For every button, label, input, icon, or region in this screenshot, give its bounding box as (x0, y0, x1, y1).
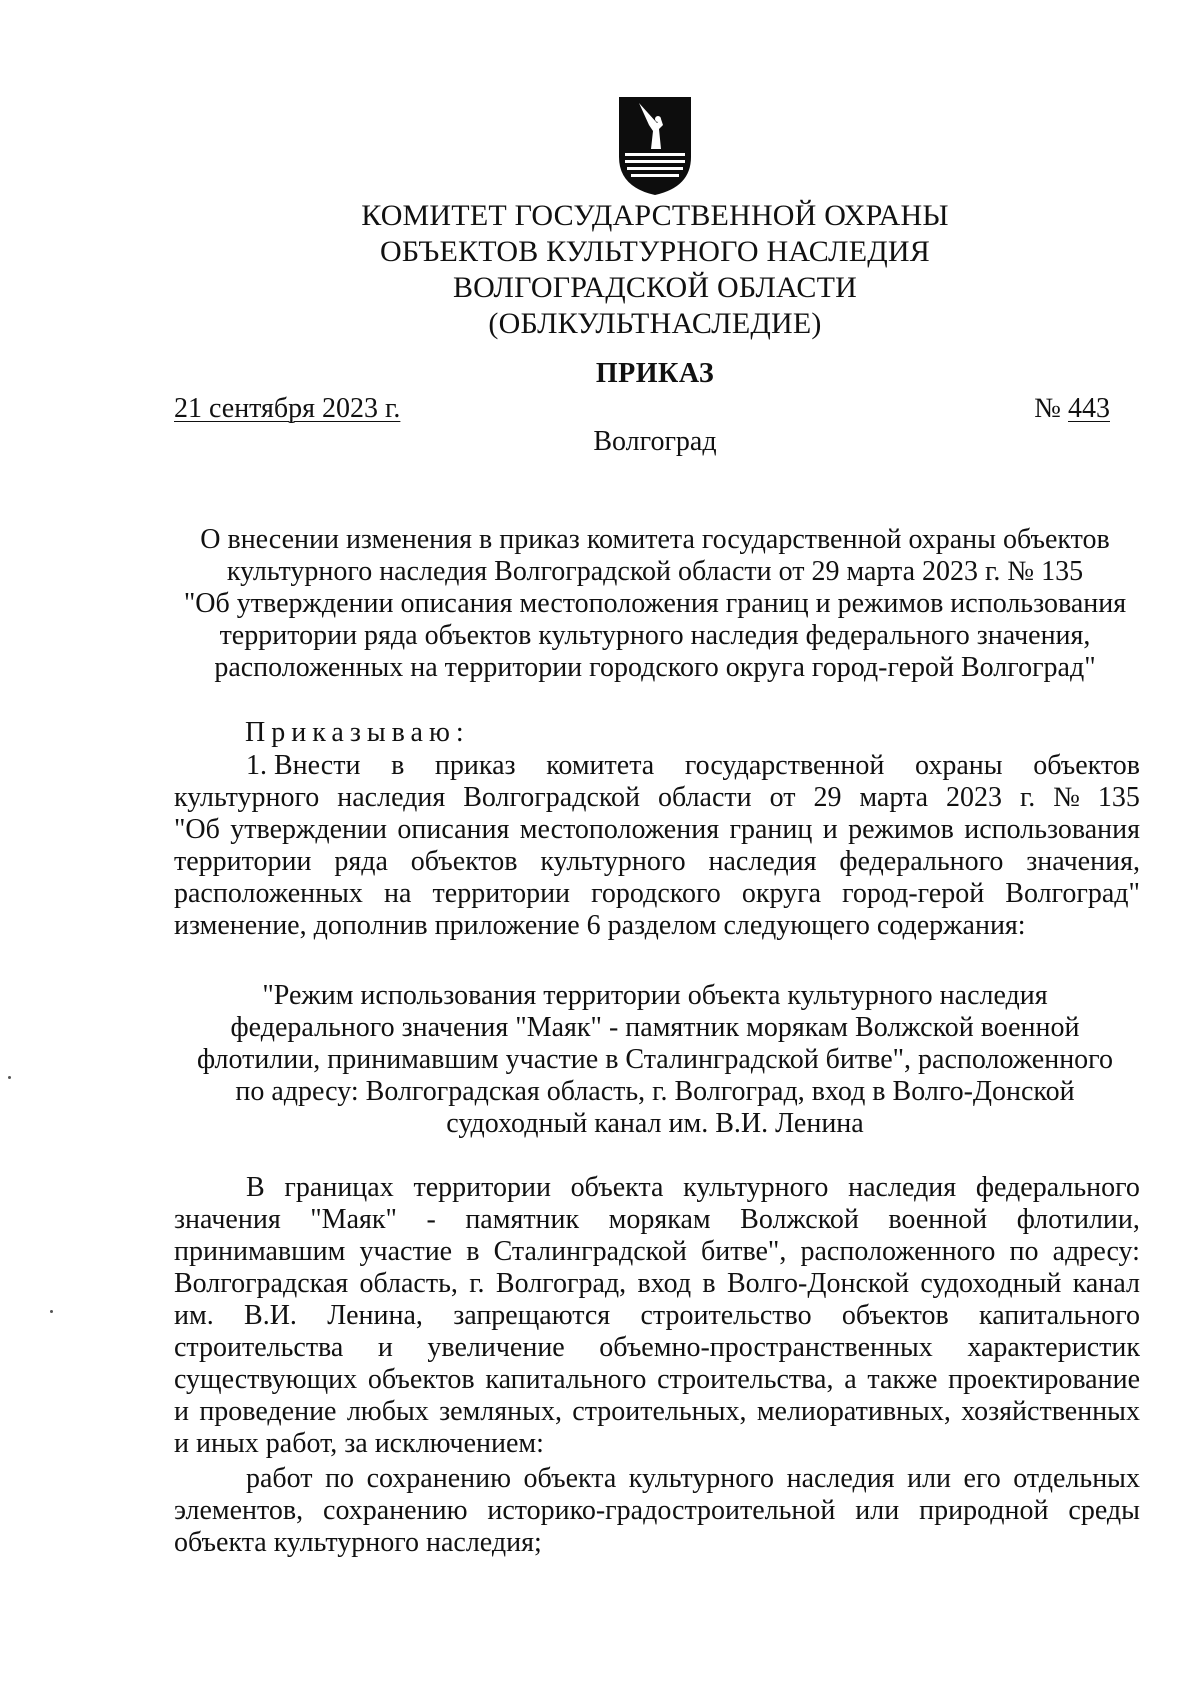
word: объекта (523, 1463, 617, 1494)
word: культурного (628, 1463, 775, 1494)
word: г. (1019, 782, 1036, 813)
word: строительства (174, 1332, 344, 1363)
word: объектов (841, 1300, 949, 1331)
word: 1. Внести (246, 750, 361, 781)
word: объектов (1033, 750, 1140, 781)
word: строительных, (572, 1396, 747, 1427)
word: комитета (546, 750, 655, 781)
section-title-line: "Режим использования территории объекта культурного наследия (262, 980, 1048, 1011)
word: судоходный (920, 1268, 1062, 1299)
word: земляных, (439, 1396, 562, 1427)
word: флотилии, (1016, 1204, 1140, 1235)
word: принимавшим (174, 1236, 346, 1267)
word: территории (413, 1172, 551, 1203)
word: городского (591, 878, 721, 909)
word: федерального (975, 1172, 1140, 1203)
document-city: Волгоград (593, 426, 717, 457)
word: описания (397, 814, 510, 845)
subject-line: О внесении изменения в приказ комитета государственной охраны объектов (200, 524, 1110, 555)
word: область, (359, 1268, 458, 1299)
word: Волгоград" (1005, 878, 1140, 909)
word: границах (284, 1172, 394, 1203)
word: строительства, (657, 1364, 834, 1395)
word: В.И. (244, 1300, 297, 1331)
word: его (963, 1463, 1001, 1494)
justified-line (174, 750, 1140, 782)
word: запрещаются (453, 1300, 611, 1331)
word: участие (359, 1236, 453, 1267)
word: в (466, 1236, 480, 1267)
word: границ (729, 814, 813, 845)
section-title-line: по адресу: Волгоградская область, г. Волгоград, вход в Волго-Донской (235, 1076, 1075, 1107)
word: Волгоградской (463, 782, 641, 813)
word: мелиоративных, (756, 1396, 951, 1427)
subject-line: расположенных на территории городского округа город-герой Волгоград" (214, 652, 1096, 683)
word: памятник (465, 1204, 580, 1235)
subject-line: территории ряда объектов культурного наследия федерального значения, (219, 620, 1091, 651)
word: значения (174, 1204, 281, 1235)
word: культурного (540, 846, 686, 877)
word: в (702, 1268, 716, 1299)
word: объектов (410, 846, 518, 877)
word: Волго-Донской (726, 1268, 910, 1299)
word: в (391, 750, 405, 781)
word: по (325, 1463, 355, 1494)
word: или (907, 1463, 952, 1494)
date-value: 21 сентября 2023 г. (174, 393, 401, 424)
word: федерального (839, 846, 1004, 877)
word: объектов (367, 1364, 475, 1395)
word: территории (432, 878, 571, 909)
word: характеристик (967, 1332, 1140, 1363)
word: Волгоград, (495, 1268, 627, 1299)
paragraph-last-line: объекта культурного наследия; (174, 1527, 542, 1558)
org-line: ОБЪЕКТОВ КУЛЬТУРНОГО НАСЛЕДИЯ (379, 235, 930, 268)
word: вход (637, 1268, 692, 1299)
word: - (426, 1204, 436, 1235)
word: а (844, 1364, 857, 1395)
word: области (658, 782, 752, 813)
word: культурного (174, 782, 320, 813)
word: расположенных (174, 878, 363, 909)
word: местоположения (519, 814, 720, 845)
word: строительство (640, 1300, 812, 1331)
paragraph-last-line: и иных работ, за исключением: (174, 1428, 544, 1459)
item-1-paragraph (174, 750, 1140, 942)
word: город-герой (842, 878, 985, 909)
word: объекта (570, 1172, 664, 1203)
word: расположенного (800, 1236, 996, 1267)
coat-of-arms-emblem-icon (617, 95, 693, 197)
word: наследия (848, 1172, 957, 1203)
justified-line (174, 1268, 1140, 1300)
word: Волжской (740, 1204, 859, 1235)
word: проведение (199, 1396, 337, 1427)
word: им. (174, 1300, 214, 1331)
word: 29 (813, 782, 842, 813)
word: наследия (337, 782, 446, 813)
word: г. (469, 1268, 485, 1299)
justified-line (174, 1300, 1140, 1332)
word: объемно-пространственных (599, 1332, 933, 1363)
word: любых (346, 1396, 429, 1427)
document-subject (170, 524, 1140, 684)
justified-line (174, 1172, 1140, 1204)
word: ряда (334, 846, 388, 877)
word: увеличение (427, 1332, 565, 1363)
word: "Об (174, 814, 220, 845)
word: государственной (684, 750, 885, 781)
word: охраны (915, 750, 1003, 781)
word: от (769, 782, 796, 813)
word: элементов, (174, 1495, 304, 1526)
org-line: (ОБЛКУЛЬТНАСЛЕДИЕ) (488, 307, 822, 340)
word: по (1009, 1236, 1039, 1267)
word: марта (859, 782, 928, 813)
document-number (1034, 393, 1110, 425)
word: канал (1072, 1268, 1140, 1299)
section-title-line: флотилии, принимавшим участие в Сталинградской битве", расположенного (197, 1044, 1113, 1075)
scan-speck (50, 1310, 53, 1313)
word: значения, (1026, 846, 1140, 877)
justified-line (174, 782, 1140, 814)
word: существующих (174, 1364, 358, 1395)
word: сохранению (366, 1463, 512, 1494)
word: округа (741, 878, 821, 909)
word: морякам (608, 1204, 711, 1235)
number-value: 443 (1068, 393, 1110, 424)
justified-line (174, 1463, 1140, 1495)
word: хозяйственных (961, 1396, 1140, 1427)
word: № (1053, 782, 1080, 813)
word: Волгоградская (174, 1268, 349, 1299)
word: В (246, 1172, 265, 1203)
section-title (170, 980, 1140, 1140)
word: культурного (683, 1172, 829, 1203)
word: работ (246, 1463, 313, 1494)
word: и (174, 1396, 189, 1427)
word: и (822, 814, 838, 845)
org-line: ВОЛГОГРАДСКОЙ ОБЛАСТИ (452, 271, 858, 304)
scan-speck (8, 1076, 11, 1079)
word: на (384, 878, 412, 909)
word: сохранению (323, 1495, 468, 1526)
word: Сталинградской (493, 1236, 687, 1267)
justified-line (174, 1396, 1140, 1428)
word: наследия (708, 846, 817, 877)
word: битве", (700, 1236, 787, 1267)
word: или (855, 1495, 900, 1526)
restrictions-paragraph (174, 1172, 1140, 1460)
organization-name (250, 198, 1060, 342)
word: природной (919, 1495, 1049, 1526)
word: капитального (485, 1364, 647, 1395)
number-prefix: № (1034, 393, 1061, 424)
word: приказ (434, 750, 516, 781)
section-title-line: судоходный канал им. В.И. Ленина (446, 1108, 864, 1139)
section-title-line: федерального значения "Маяк" - памятник морякам Волжской военной (230, 1012, 1080, 1043)
word: Ленина, (327, 1300, 423, 1331)
order-word: Приказываю: (245, 717, 470, 748)
word: отдельных (1013, 1463, 1140, 1494)
subject-line: "Об утверждении описания местоположения границ и режимов использования (183, 588, 1127, 619)
word: военной (888, 1204, 988, 1235)
word: режимов (848, 814, 954, 845)
word: адресу: (1052, 1236, 1140, 1267)
paragraph-last-line: изменение, дополнив приложение 6 разделом следующего содержания: (174, 910, 1026, 941)
word: среды (1068, 1495, 1140, 1526)
document-date (174, 393, 400, 425)
word: 135 (1097, 782, 1140, 813)
word: и (377, 1332, 393, 1363)
word: территории (174, 846, 312, 877)
justified-line (174, 1204, 1140, 1236)
org-line: КОМИТЕТ ГОСУДАРСТВЕННОЙ ОХРАНЫ (361, 199, 949, 232)
justified-line (174, 1495, 1140, 1527)
justified-line (174, 878, 1140, 910)
exception-paragraph (174, 1463, 1140, 1559)
word: 2023 (945, 782, 1002, 813)
word: также (867, 1364, 938, 1395)
subject-line: культурного наследия Волгоградской области от 29 марта 2023 г. № 135 (226, 556, 1084, 587)
word: использования (964, 814, 1140, 845)
word: проектирование (948, 1364, 1140, 1395)
word: утверждении (230, 814, 387, 845)
justified-line (174, 1364, 1140, 1396)
word: капитального (979, 1300, 1140, 1331)
justified-line (174, 814, 1140, 846)
justified-line (174, 1236, 1140, 1268)
justified-line (174, 1332, 1140, 1364)
document-type: ПРИКАЗ (595, 358, 715, 389)
justified-line (174, 846, 1140, 878)
word: "Маяк" (310, 1204, 397, 1235)
word: наследия (786, 1463, 895, 1494)
word: историко-градостроительной (487, 1495, 836, 1526)
